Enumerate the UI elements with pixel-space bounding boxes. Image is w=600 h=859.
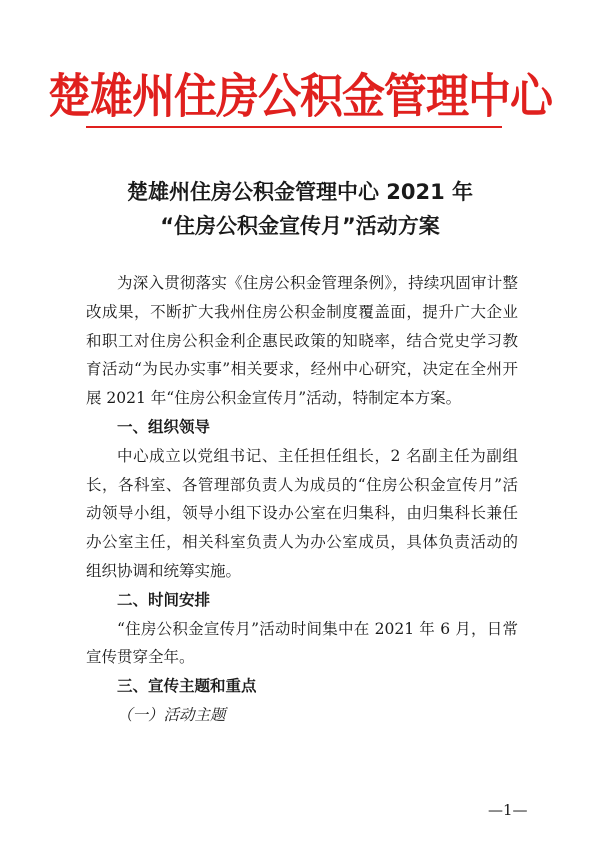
subsection-heading-activity-theme: （一）活动主题 [117, 705, 226, 724]
masthead-title: 楚雄州住房公积金管理中心 [48, 69, 552, 125]
section-text-organization: 中心成立以党组书记、主任担任组长，2 名副主任为副组长，各科室、各管理部负责人为成员的“住房公积金宣传月”活动领导小组，领导小组下设办公室在归集科，由归集科长兼任办公室主任，相关科室负责人为办公室成员，具体负责活动的组织协调和统筹实施。 [86, 446, 518, 580]
document-title-line-2: “住房公积金宣传月”活动方案 [160, 214, 440, 238]
intro-paragraph: 为深入贯彻落实《住房公积金管理条例》，持续巩固审计整改成果，不断扩大我州住房公积金制度覆盖面，提升广大企业和职工对住房公积金利企惠民政策的知晓率，结合党史学习教育活动“为民办实事”相关要求，经州中心研究，决定在全州开展 2021 年“住房公积金宣传月”活动，特制定本方案。 [86, 274, 518, 408]
page-number: —1— [488, 801, 528, 819]
section-heading-organization: 一、组织领导 [117, 417, 211, 436]
document-body [86, 269, 518, 730]
section-heading-schedule: 二、时间安排 [117, 590, 211, 609]
masthead-red-rule [86, 126, 502, 128]
document-title-line-1: 楚雄州住房公积金管理中心 2021 年 [126, 180, 474, 204]
section-text-schedule: “住房公积金宣传月”活动时间集中在 2021 年 6 月，日常宣传贯穿全年。 [86, 619, 518, 667]
section-heading-theme: 三、宣传主题和重点 [117, 677, 257, 696]
